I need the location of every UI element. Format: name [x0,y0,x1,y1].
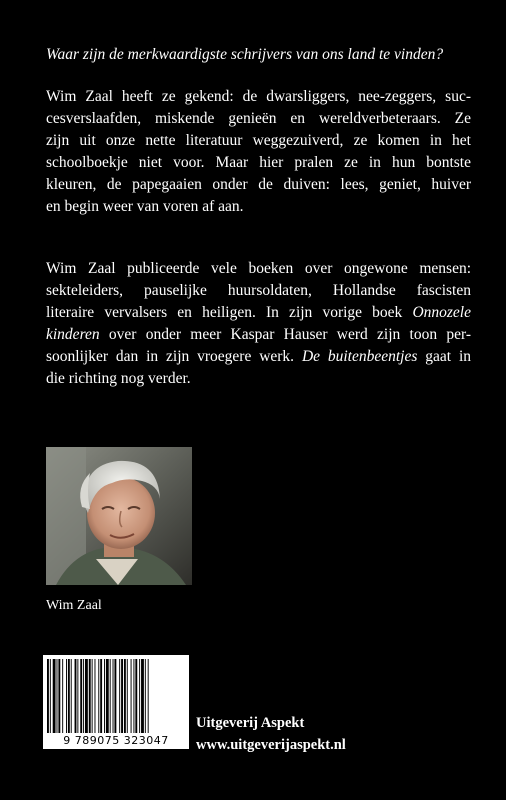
paragraph-line: en begin weer van voren af aan. [46,198,244,215]
paragraph-line [46,324,471,346]
barcode-bar [62,659,63,733]
barcode-bar [139,659,140,733]
barcode-bar [135,659,137,733]
barcode-bar [114,659,116,733]
barcode-bar [80,659,82,733]
paragraph-line: sekteleiders, pauselijke huursoldaten, Hollandse fascisten [46,282,471,299]
barcode-bar [127,659,128,733]
barcode-bar [83,659,84,733]
paragraph-line: schoolboekje niet voor. Maar hier pralen ze in hun bontste [46,154,471,171]
barcode-bar [58,659,60,733]
barcode-bar [124,659,126,733]
barcode-bar [104,659,105,733]
tagline: Waar zijn de merkwaardigste schrijvers van ons land te vinden? [46,46,444,63]
barcode-bar [145,659,146,733]
barcode-bar [106,659,109,733]
paragraph-line [46,302,471,324]
barcode-bar [110,659,111,733]
barcode-bar [148,659,149,733]
paragraph-author-bio [46,258,471,390]
isbn-barcode [43,655,189,749]
paragraph-line: cesverslaafden, miskende genieën en wereldverbeteraars. Ze [46,110,471,127]
barcode-bar [133,659,134,733]
barcode-bar [77,659,78,733]
barcode-bar [95,659,96,733]
barcode-bar [113,659,114,733]
paragraph-line: Wim Zaal heeft ze gekend: de dwarsliggers, nee-zeggers, suc- [46,88,471,105]
book-title-italic: De buitenbeentjes [301,348,418,365]
barcode-bar [57,659,58,733]
barcode-bar [89,659,91,733]
barcode-bar [66,659,67,733]
barcode-bar [98,659,99,733]
text-run: literaire vervalsers en heiligen. In zijn vorige boek [46,304,403,321]
barcode-bar [92,659,93,733]
barcode-bar [121,659,123,733]
barcode-bar [141,659,144,733]
publisher-website: www.uitgeverijaspekt.nl [196,737,346,753]
book-title-italic: Onnozele [412,304,471,321]
author-photo [46,447,192,585]
barcode-bar [53,659,56,733]
paragraph-intro [46,86,471,218]
paragraph-line: die richting nog verder. [46,370,191,387]
paragraph-line [46,346,471,368]
barcode-bar [71,659,72,733]
publisher-info [196,712,346,756]
barcode-bar [119,659,120,733]
barcode-bar [68,659,70,733]
paragraph-line: kleuren, de papegaaien onder de duiven: lees, geniet, huiver [46,176,471,193]
isbn-number: 9 789075 323047 [63,734,169,747]
author-portrait-image [46,447,192,585]
barcode-bar [75,659,77,733]
barcode-bar [100,659,102,733]
barcode-bar [47,659,49,733]
paragraph-line: Wim Zaal publiceerde vele boeken over ongewone mensen: [46,260,471,277]
publisher-name: Uitgeverij Aspekt [196,715,305,731]
text-run: gaat in [425,348,472,365]
book-title-italic: kinderen [46,326,100,343]
paragraph-line: zijn uit onze nette literatuur weggezuiverd, ze komen in het [46,132,471,149]
photo-caption: Wim Zaal [46,598,102,613]
text-run: over onder meer Kaspar Hauser werd zijn toon per- [108,326,472,343]
barcode-bar [131,659,132,733]
barcode-bar [50,659,51,733]
barcode-bar [85,659,88,733]
text-run: soonlijker dan in zijn vroegere werk. [46,348,295,365]
